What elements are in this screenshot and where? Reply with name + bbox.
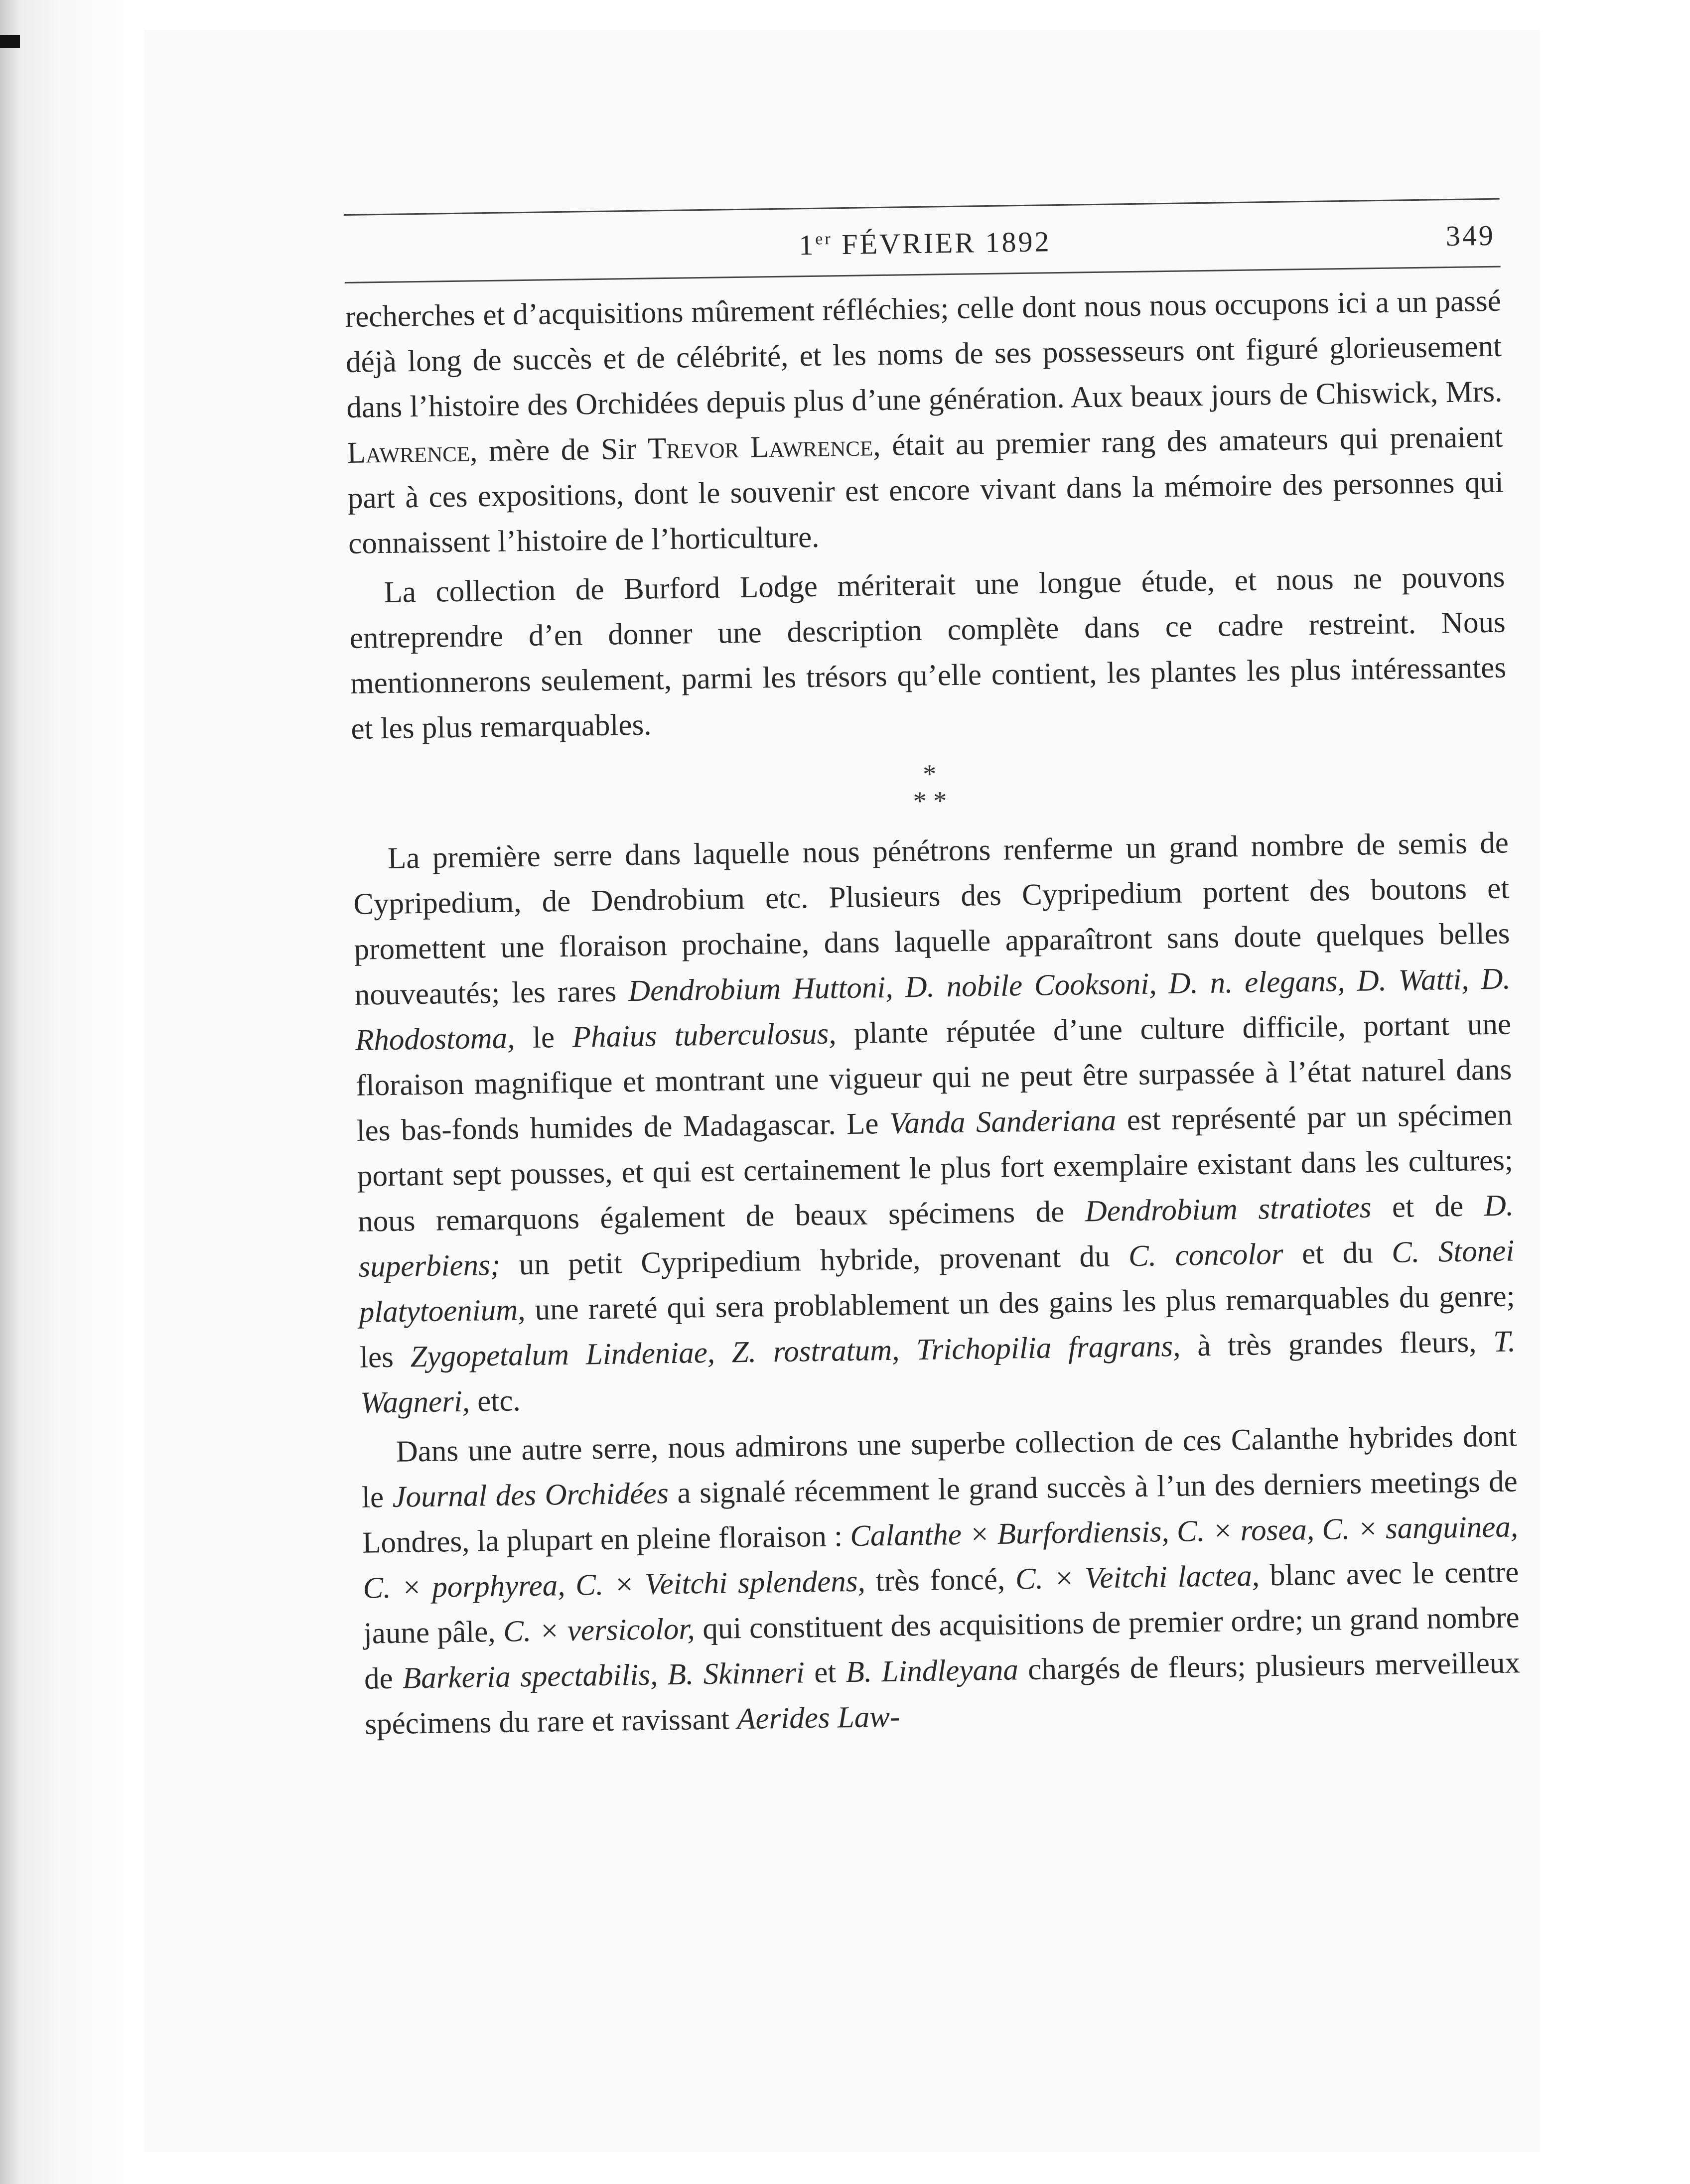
text-run: qui constituent des acquisitions de premier ordre; un grand nombre de	[364, 1601, 1520, 1696]
date-text: FÉVRIER 1892	[832, 225, 1051, 261]
species-name: Phaius tuberculosus,	[572, 1017, 837, 1054]
text-run: , était au premier rang des amateurs qui prenaient part à ces expositions, dont le souvenir est encore vivant dans la mémoire des personnes qui connaissent l’histoire de l’horticulture.	[347, 420, 1504, 560]
paragraph-1	[345, 278, 1504, 566]
text-run: Dans une autre serre, nous admirons une superbe collection de ces Calanthe hybrides dont le	[361, 1419, 1517, 1514]
species-name: Barkeria spectabilis, B. Skinneri	[402, 1656, 805, 1695]
text-run: et	[804, 1655, 846, 1690]
species-name: Dendrobium stratiotes	[1085, 1191, 1372, 1228]
species-name: Calanthe × Burfordiensis, C. × rosea, C. × sanguinea, C. × porphyrea, C. × Veitchi splendens,	[363, 1510, 1519, 1605]
text-run: , mère de Sir	[469, 432, 648, 468]
text-run: a signalé récemment le grand succès à l’un des derniers meetings de Londres, la plupart en pleine floraison :	[362, 1465, 1518, 1560]
asterism-bottom: * *	[913, 786, 947, 817]
text-run: chargés de fleurs; plusieurs merveilleux spécimens du rare et ravissant	[364, 1646, 1521, 1741]
scan-mark	[0, 35, 20, 48]
species-name: Dendrobium Huttoni, D. nobile Cooksoni, D. n. elegans, D. Watti, D. Rhodostoma,	[355, 962, 1511, 1057]
text-run: le	[514, 1020, 573, 1055]
text-run: plante réputée d’une culture difficile, portant une floraison magnifique et montrant une vigueur qui ne peut être surpassée à l’état naturel dans les bas-fonds humides de Madagascar. Le	[355, 1007, 1512, 1148]
running-title	[344, 219, 1446, 268]
person-name: Trevor Lawrence	[647, 429, 873, 466]
text-run: un petit Cypripedium hybride, provenant du	[500, 1239, 1129, 1282]
text-block	[344, 198, 1521, 1747]
asterism	[352, 752, 1508, 822]
paragraph-2: La collection de Burford Lodge mériterait une longue étude, et nous ne pouvons entreprendre d’en donner une description complète dans ce cadre restreint. Nous mentionnerons seulement, parmi les trésors qu’elle contient, les plantes les plus intéressantes et les plus remarquables.	[349, 560, 1507, 746]
species-name: B. Lindleyana	[845, 1653, 1019, 1689]
text-run: et de	[1371, 1189, 1485, 1225]
species-name: D. superbiens;	[358, 1189, 1514, 1284]
text-run: à très grandes fleurs,	[1180, 1325, 1494, 1363]
species-name: C. Stonei platytoenium,	[359, 1234, 1515, 1329]
species-name: T. Wagneri,	[360, 1325, 1516, 1420]
page	[144, 30, 1540, 2152]
journal-title: Journal des Orchidées	[392, 1477, 669, 1514]
paragraph-4	[361, 1413, 1521, 1747]
species-name: Vanda Sanderiana	[889, 1103, 1117, 1140]
text-run: très foncé,	[865, 1562, 1016, 1598]
text-run: etc.	[469, 1384, 521, 1418]
text-run: est représenté par un spécimen portant sept pousses, et qui est certainement le plus fort exemplaire existant dans les cultures; nous remarquons également de beaux spécimens de	[357, 1098, 1514, 1238]
text-run: recherches et d’acquisitions mûrement réfléchies; celle dont nous nous occupons ici a un passé déjà long de succès et de célébrité, et les noms de ses possesseurs ont figuré glorieusement dans l’histoire des Orchidées depuis plus d’une génération. Aux beaux jours de Chiswick, Mrs.	[345, 284, 1503, 424]
asterism-top: *	[922, 759, 937, 789]
text-run: blanc avec le centre jaune pâle,	[363, 1555, 1519, 1650]
species-name: C. concolor	[1128, 1237, 1283, 1273]
text-run: une rareté qui sera problablement un des gains les plus remarquables du genre; les	[359, 1279, 1516, 1374]
page-number: 349	[1445, 219, 1496, 253]
scan-shadow	[0, 0, 144, 2184]
date-superscript: er	[815, 229, 833, 249]
species-name: C. × versicolor,	[503, 1612, 696, 1648]
text-run: La première serre dans laquelle nous pénétrons renferme un grand nombre de semis de Cypripedium, de Dendrobium etc. Plusieurs des Cypripedium portent des boutons et promettent une floraison prochaine, dans laquelle apparaîtront sans doute quelques belles nouveautés; les rares	[353, 826, 1510, 1012]
person-name: Lawrence	[347, 434, 470, 470]
species-name: Aerides Law-	[736, 1700, 900, 1736]
body-text	[345, 278, 1521, 1747]
paragraph-3	[352, 820, 1516, 1425]
date-ordinal: 1	[798, 228, 816, 262]
text-run: et du	[1282, 1235, 1392, 1271]
species-name: C. × Veitchi lactea,	[1015, 1559, 1260, 1596]
species-name: Zygopetalum Lindeniae, Z. rostratum, Trichopilia fragrans,	[410, 1329, 1181, 1374]
